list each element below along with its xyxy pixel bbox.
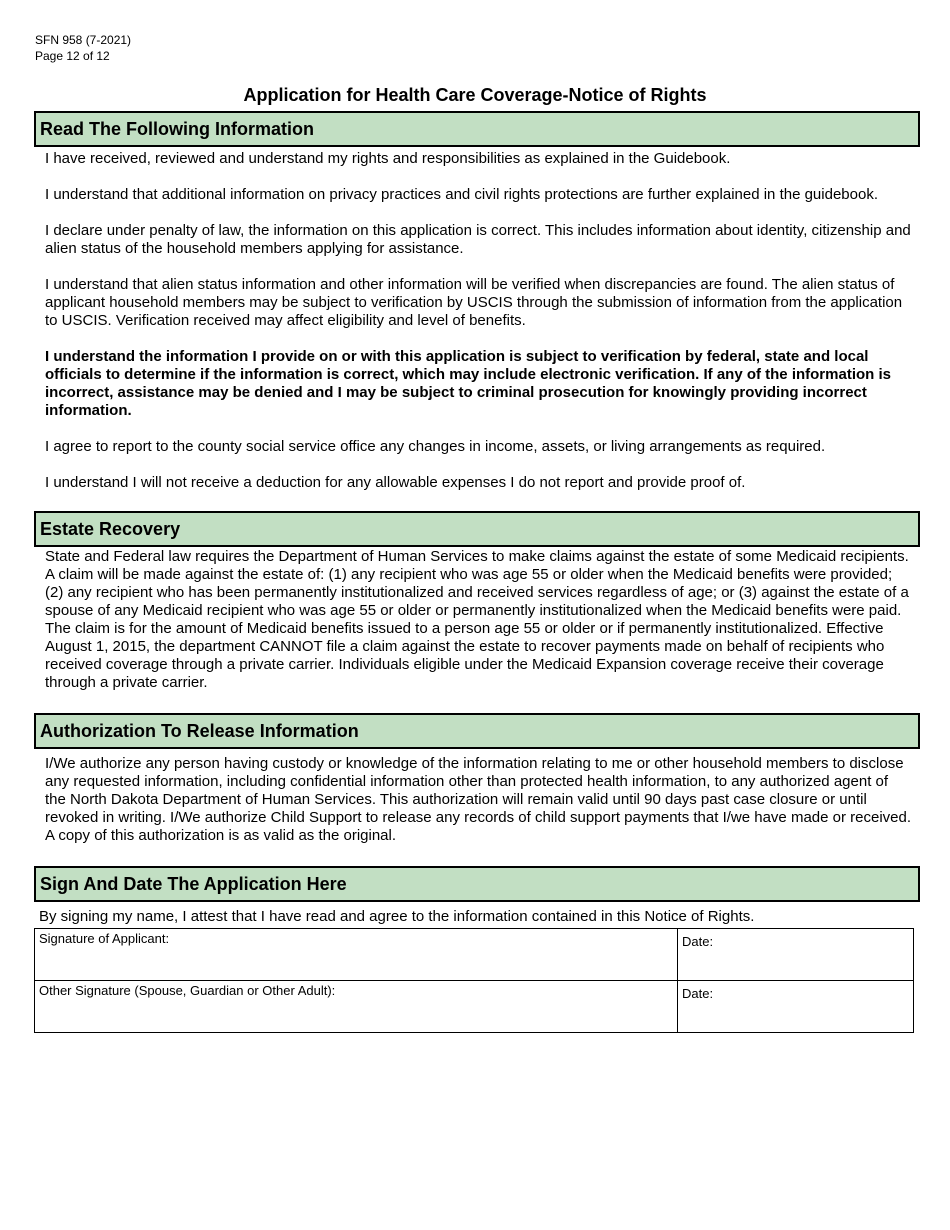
sign-attestation: By signing my name, I attest that I have read and agree to the information contained in this Notice of Rights.: [39, 908, 755, 925]
page-number: Page 12 of 12: [35, 49, 110, 63]
paragraph-deduction: I understand I will not receive a deduction for any allowable expenses I do not report and provide proof of.: [45, 474, 746, 491]
applicant-signature-label: Signature of Applicant:: [39, 931, 170, 946]
other-date-label: Date:: [682, 986, 714, 1001]
form-identifier: [35, 32, 131, 64]
estate-recovery-body: [45, 548, 913, 692]
read-info-body: [45, 150, 913, 510]
signature-table: [34, 928, 914, 1033]
paragraph-report-changes: I agree to report to the county social service office any changes in income, assets, or living arrangements as required.: [45, 438, 826, 455]
applicant-date-label: Date:: [682, 934, 714, 949]
paragraph-guidebook: I have received, reviewed and understand my rights and responsibilities as explained in the Guidebook.: [45, 150, 731, 167]
other-signature-row: [35, 981, 914, 1033]
paragraph-privacy: I understand that additional information on privacy practices and civil rights protections are further explained in the guidebook.: [45, 186, 878, 203]
section-heading-read-info: Read The Following Information: [34, 111, 920, 147]
paragraph-declaration: I declare under penalty of law, the information on this application is correct. This includes information about identity, citizenship and alien status of the household members applying for assistance.: [45, 222, 911, 257]
authorization-text: I/We authorize any person having custody or knowledge of the information relating to me or other household members to disclose any requested information, including confidential information other than protected health information, to any authorized agent of the North Dakota Department of Human Services. This authorization will remain valid until 90 days past case closure or until revoked in writing. I/We authorize Child Support to release any records of child support payments that I/we have made or received. A copy of this authorization is as valid as the original.: [45, 755, 912, 844]
other-date-field[interactable]: [678, 981, 914, 1033]
applicant-signature-field[interactable]: [35, 929, 678, 981]
applicant-signature-row: [35, 929, 914, 981]
authorization-body: [45, 755, 913, 845]
paragraph-alien-status: I understand that alien status information and other information will be verified when discrepancies are found. The alien status of applicant household members may be subject to verification by USCIS through the submission of information from the application to USCIS. Verification received may affect eligibility and level of benefits.: [45, 276, 903, 329]
other-signature-field[interactable]: [35, 981, 678, 1033]
section-heading-estate-recovery: Estate Recovery: [34, 511, 920, 547]
section-heading-sign: Sign And Date The Application Here: [34, 866, 920, 902]
paragraph-verification-warning: I understand the information I provide on or with this application is subject to verification by federal, state and local officials to determine if the information is correct, which may include electronic verification. If any of the information is incorrect, assistance may be denied and I may be subject to criminal prosecution for knowingly providing incorrect information.: [45, 348, 891, 419]
page-title: Application for Health Care Coverage-Notice of Rights: [243, 85, 707, 105]
estate-recovery-text: State and Federal law requires the Department of Human Services to make claims against the estate of some Medicaid recipients. A claim will be made against the estate of: (1) any recipient who was age 55 or older when the Medicaid benefits were provided; (2) any recipient who has been permanently institutionalized and received services regardless of age; or (3) against the estate of a spouse of any Medicaid recipient who was age 55 or older or permanently institutionalized when the Medicaid benefits were paid. The claim is for the amount of Medicaid benefits issued to a person age 55 or older or if permanently institutionalized. Effective August 1, 2015, the department CANNOT file a claim against the estate to recover payments made on behalf of recipients who received coverage through a private carrier. Individuals eligible under the Medicaid Expansion coverage receive their coverage through a private carrier.: [45, 548, 909, 691]
form-number: SFN 958 (7-2021): [35, 33, 132, 47]
applicant-date-field[interactable]: [678, 929, 914, 981]
other-signature-label: Other Signature (Spouse, Guardian or Other Adult):: [39, 983, 336, 998]
section-heading-authorization: Authorization To Release Information: [34, 713, 920, 749]
